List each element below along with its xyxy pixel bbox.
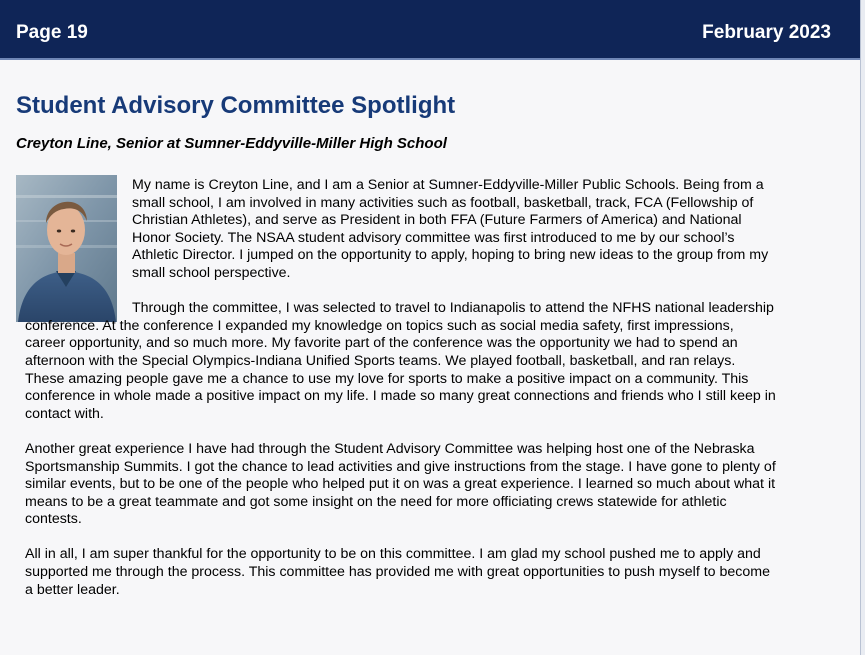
page-edge-divider — [860, 0, 865, 655]
page-header — [0, 0, 860, 60]
article-paragraph: Through the committee, I was selected to travel to Indianapolis to attend the NFHS national leadership conference. At the conference I expanded my knowledge on topics such as social media safety, first impressions, career opportunity, and so much more. My favorite part of the conference was the opportunity we had to spend an afternoon with the Special Olympics-Indiana Unified Sports teams. We played football, basketball, and ran relays. These amazing people gave me a chance to use my love for sports to make a positive impact on a community. This conference in whole made a positive impact on my life. I made so many great connections and friends who I still keep in contact with. — [25, 300, 776, 422]
article-paragraph: My name is Creyton Line, and I am a Senior at Sumner-Eddyville-Miller Public Schools. Being from a small school, I am involved in many activities such as football, basketball, track, FCA (Fellowship of Christian Athletes), and serve as President in both FFA (Future Farmers of America) and National Honor Society. The NSAA student advisory committee was first introduced to me by our school’s Athletic Director. I jumped on the opportunity to apply, hoping to bring new ideas to the group from my small school perspective. — [132, 177, 769, 281]
page-number: Page 19 — [16, 22, 88, 43]
article-paragraph: All in all, I am super thankful for the opportunity to be on this committee. I am glad my school pushed me to apply and supported me through the process. This committee has provided me with great opportunities to push myself to become a better leader. — [25, 546, 770, 598]
article-byline: Creyton Line, Senior at Sumner-Eddyville-Miller High School — [16, 135, 447, 152]
article-paragraph: Another great experience I have had through the Student Advisory Committee was helping host one of the Nebraska Sportsmanship Summits. I got the chance to lead activities and give instructions from the stage. I have gone to plenty of similar events, but to be one of the people who helped put it on was a great experience. I learned so much about what it means to be a great teammate and got some insight on the need for more officiating crews statewide for athletic contests. — [25, 440, 776, 528]
article-content — [0, 60, 860, 655]
article-body — [25, 177, 777, 617]
photo-wrap-spacer — [25, 177, 132, 290]
issue-date: February 2023 — [702, 22, 831, 43]
article-title: Student Advisory Committee Spotlight — [16, 92, 456, 119]
